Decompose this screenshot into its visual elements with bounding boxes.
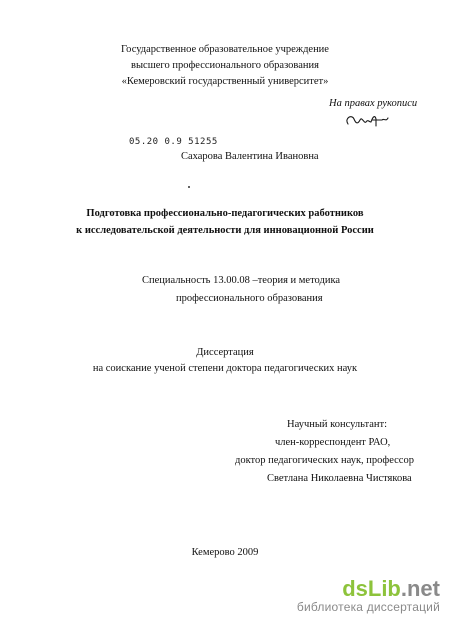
author-name: Сахарова Валентина Ивановна: [181, 151, 319, 162]
place-year: Кемерово 2009: [191, 547, 259, 558]
title-line-1: Подготовка профессионально-педагогических работников: [86, 208, 364, 219]
title-line-2: к исследовательской деятельности для инновационной России: [76, 225, 374, 236]
institution-line-3: «Кемеровский государственный университет»: [121, 76, 329, 87]
consultant-degree: доктор педагогических наук, профессор: [235, 455, 414, 466]
dslib-watermark[interactable]: [297, 578, 440, 614]
degree-line: на соискание ученой степени доктора педагогических наук: [92, 363, 358, 374]
dslib-subtitle: библиотека диссертаций: [296, 600, 440, 614]
institution-line-2: высшего профессионального образования: [131, 60, 319, 71]
dslib-logo: dsLib.net: [342, 576, 440, 601]
consultant-label: Научный консультант:: [287, 419, 388, 430]
signature: [342, 110, 394, 132]
stray-mark: [188, 186, 190, 188]
registration-stamp: 05.20 0.9 51255: [129, 137, 218, 147]
dissertation-label: Диссертация: [196, 347, 254, 358]
consultant-name: Светлана Николаевна Чистякова: [267, 473, 412, 484]
specialty-line-1: Специальность 13.00.08 –теория и методика: [142, 275, 341, 286]
consultant-title: член-корреспондент РАО,: [275, 437, 391, 448]
specialty-line-2: профессионального образования: [176, 293, 323, 304]
institution-line-1: Государственное образовательное учреждение: [121, 44, 329, 55]
manuscript-rights-label: На правах рукописи: [329, 98, 418, 109]
